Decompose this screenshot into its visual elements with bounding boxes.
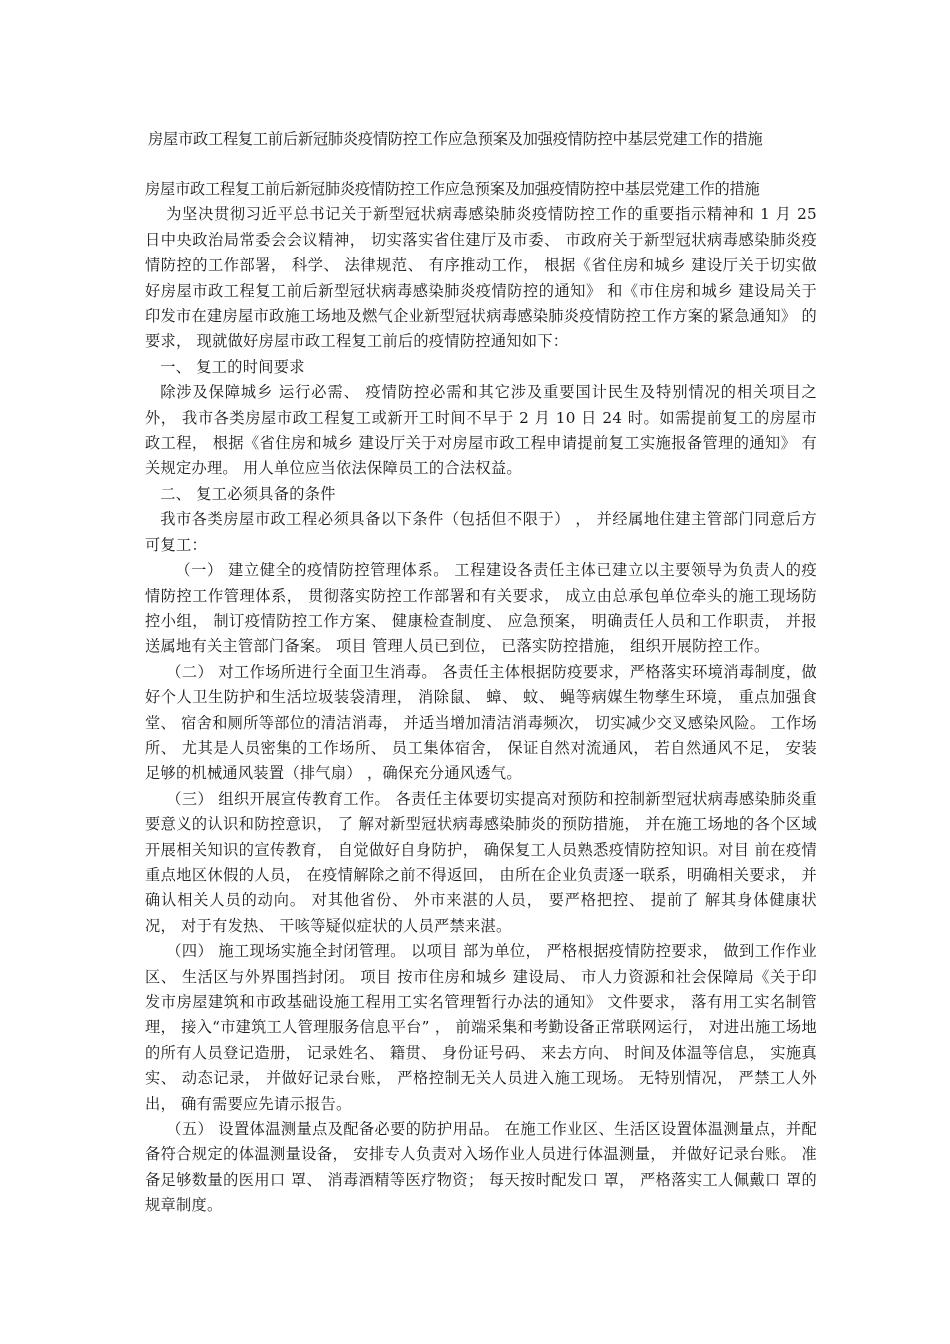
intro-paragraph: 为坚决贯彻习近平总书记关于新型冠状病毒感染肺炎疫情防控工作的重要指示精神和 1 月 25 日中央政治局常委会会议精神， 切实落实省住建厅及市委、 市政府关于新型冠状病毒感染肺炎疫情防控的工作部署， 科学、 法律规范、 有序推动工作， 根据《省住房和城乡 建设厅关于切实做好房屋市政工程复工前后新型冠状病毒感染肺炎疫情防控的通知》 和《市住房和城乡 建设局关于印发市在建房屋市政施工场地及燃气企业新型冠状病毒感染肺炎疫情防控工作方案的紧急通知》 的要求， 现就做好房屋市政工程复工前后的疫情防控通知如下：: [145, 205, 817, 351]
condition-2-paragraph: （二） 对工作场所进行全面卫生消毒。 各责任主体根据防疫要求，严格落实环境消毒制度，做好个人卫生防护和生活垃圾装袋清理， 消除鼠、 蟑、 蚊、 蝇等病媒生物孳生环境， 重点加强食堂、 宿舍和厕所等部位的清洁消毒， 并适当增加清洁消毒频次， 切实减少交叉感染风险。 工作场所、 尤其是人员密集的工作场所、 员工集体宿舍， 保证自然对流通风， 若自然通风不足， 安装足够的机械通风装置（排气扇） ，确保充分通风透气。: [145, 662, 817, 783]
condition-1-paragraph: （一） 建立健全的疫情防控管理体系。 工程建设各责任主体已建立以主要领导为负责人的疫情防控工作管理体系， 贯彻落实防控工作部署和有关要求， 成立由总承包单位牵头的施工现场防控小组， 制订疫情防控工作方案、 健康检查制度、 应急预案， 明确责任人员和工作职责， 并报送属地有关主管部门备案。 项目 管理人员已到位， 已落实防控措施， 组织开展防控工作。: [145, 561, 817, 656]
section-2-paragraph: 我市各类房屋市政工程必须具备以下条件（包括但不限于） ， 并经属地住建主管部门同意后方可复工：: [145, 510, 817, 554]
condition-3-paragraph: （三） 组织开展宣传教育工作。 各责任主体要切实提高对预防和控制新型冠状病毒感染肺炎重要意义的认识和防控意识， 了 解对新型冠状病毒感染肺炎的预防措施， 并在施工场地的各个区域开展相关知识的宣传教育， 自觉做好自身防护， 确保复工人员熟悉疫情防控知识。对目 前在疫情重点地区休假的人员， 在疫情解除之前不得返回， 由所在企业负责逐一联系，明确相关要求， 并确认相关人员的动向。 对其他省份、 外市来湛的人员， 要严格把控、 提前了 解其身体健康状况， 对于有发热、 干咳等疑似症状的人员严禁来湛。: [145, 789, 817, 935]
repeated-title-paragraph: 房屋市政工程复工前后新冠肺炎疫情防控工作应急预案及加强疫情防控中基层党建工作的措施: [145, 180, 760, 198]
section-1-paragraph: 除涉及保障城乡 运行必需、 疫情防控必需和其它涉及重要国计民生及特别情况的相关项目之外， 我市各类房屋市政工程复工或新开工时间不早于 2 月 10 日 24 时。如需提前复工的房屋市政工程， 根据《省住房和城乡 建设厅关于对房屋市政工程申请提前复工实施报备管理的通知》 有关规定办理。 用人单位应当依法保障员工的合法权益。: [145, 383, 817, 478]
condition-4-paragraph: （四） 施工现场实施全封闭管理。 以项目 部为单位， 严格根据疫情防控要求， 做到工作作业区、 生活区与外界围挡封闭。 项目 按市住房和城乡 建设局、 市人力资源和社会保障局《关于印发市房屋建筑和市政基础设施工程用工实名管理暂行办法的通知》 文件要求， 落有用工实名制管理， 接入“市建筑工人管理服务信息平台” ， 前端采集和考勤设备正常联网运行， 对进出施工场地的所有人员登记造册， 记录姓名、 籍贯、 身份证号码、 来去方向、 时间及体温等信息， 实施真实、 动态记录， 并做好记录台账， 严格控制无关人员进入施工现场。 无特别情况， 严禁工人外出， 确有需要应先请示报告。: [145, 942, 817, 1113]
condition-5-paragraph: （五） 设置体温测量点及配备必要的防护用品。 在施工作业区、生活区设置体温测量点，并配备符合规定的体温测量设备， 安排专人负责对入场作业人员进行体温测量， 并做好记录台账。 准备足够数量的医用口 罩、 消毒酒精等医疗物资； 每天按时配发口 罩， 严格落实工人佩戴口 罩的规章制度。: [145, 1120, 817, 1215]
section-heading-2: 二、 复工必须具备的条件: [160, 484, 336, 503]
document-body: [145, 177, 817, 1219]
section-heading-1: 一、 复工的时间要求: [160, 357, 305, 376]
document-title: 房屋市政工程复工前后新冠肺炎疫情防控工作应急预案及加强疫情防控中基层党建工作的措施: [148, 130, 763, 148]
